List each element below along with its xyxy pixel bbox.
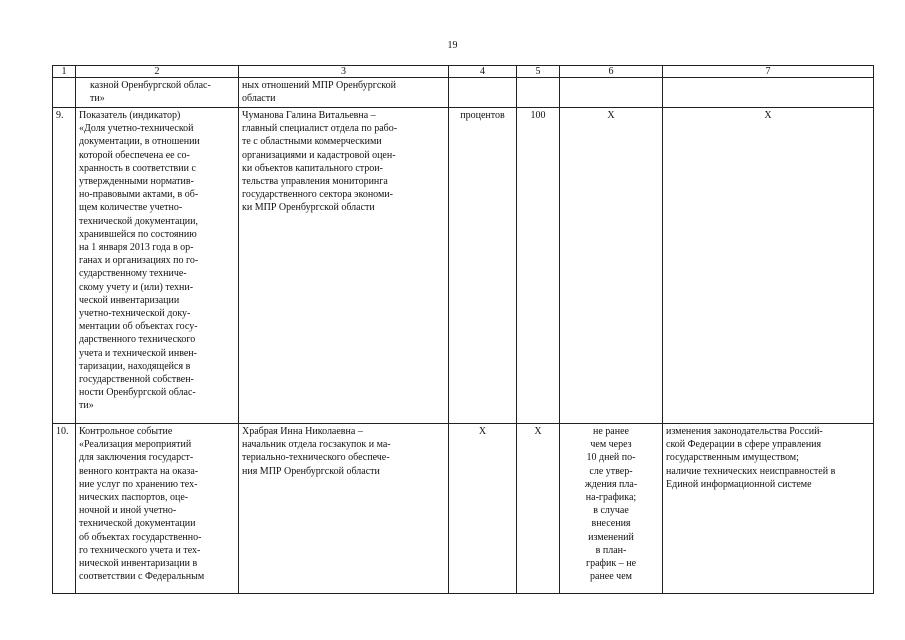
- deadline-cell: Х: [560, 108, 663, 424]
- column-header-6: 6: [560, 66, 663, 78]
- column-header-2: 2: [76, 66, 239, 78]
- document-table: [52, 65, 874, 594]
- table-row-10: [53, 424, 874, 594]
- continuation-col6-cell: [560, 78, 663, 108]
- continuation-num-cell: [53, 78, 76, 108]
- deadline-cell: не ранее чем через 10 дней по- сле утвер- ждения пла- на-графика; в случае внесения изменений в план- график – не ранее чем: [560, 424, 663, 594]
- continuation-col4-cell: [449, 78, 517, 108]
- risk-cell: изменения законодательства Россий- ской Федерации в сфере управления государственным имуществом; наличие технических неисправностей в Единой информационной системе: [663, 424, 874, 594]
- row-number: 10.: [53, 424, 76, 594]
- continuation-col5-cell: [517, 78, 560, 108]
- risk-cell: Х: [663, 108, 874, 424]
- column-header-5: 5: [517, 66, 560, 78]
- column-header-4: 4: [449, 66, 517, 78]
- value-cell: Х: [517, 424, 560, 594]
- unit-cell: процентов: [449, 108, 517, 424]
- continuation-name-cell: казной Оренбургской облас- ти»: [76, 78, 239, 108]
- row-number: 9.: [53, 108, 76, 424]
- column-header-7: 7: [663, 66, 874, 78]
- unit-cell: Х: [449, 424, 517, 594]
- column-header-3: 3: [239, 66, 449, 78]
- event-name-cell: Контрольное событие «Реализация мероприятий для заключения государст- венного контракта на оказа- ние услуг по хранению тех- нических паспортов, оце- ночной и иной учетно- технической документации об объектах государственно- го технического учета и тех- нической инвентаризации в соответствии с Федеральным: [76, 424, 239, 594]
- page-number: 19: [447, 40, 458, 51]
- continuation-responsible-cell: ных отношений МПР Оренбургской области: [239, 78, 449, 108]
- value-cell: 100: [517, 108, 560, 424]
- indicator-name-cell: Показатель (индикатор) «Доля учетно-технической документации, в отношении которой обеспечена ее со- хранность в соответствии с утвержденными норматив- но-правовыми актами, в об- щем количестве учетно- технической документации, хранившейся по состоянию на 1 января 2013 года в ор- ганах и организациях по го- сударственному техниче- скому учету и (или) техни- ческой инвентаризации учетно-технической доку- ментации об объектах госу- дарственного технического учета и технической инвен- таризации, находящейся в государственной собствен- ности Оренбургской облас- ти»: [76, 108, 239, 424]
- table-row-9: [53, 108, 874, 424]
- column-header-1: 1: [53, 66, 76, 78]
- column-number-row: [53, 66, 874, 78]
- continuation-col7-cell: [663, 78, 874, 108]
- responsible-person-cell: Чуманова Галина Витальевна – главный специалист отдела по рабо- те с областными коммерческими организациями и кадастровой оцен- ки объектов капитального строи- тельства управления мониторинга государственного сектора экономи- ки МПР Оренбургской области: [239, 108, 449, 424]
- responsible-person-cell: Храбрая Инна Николаевна – начальник отдела госзакупок и ма- териально-технического обеспече- ния МПР Оренбургской области: [239, 424, 449, 594]
- continuation-row: [53, 78, 874, 108]
